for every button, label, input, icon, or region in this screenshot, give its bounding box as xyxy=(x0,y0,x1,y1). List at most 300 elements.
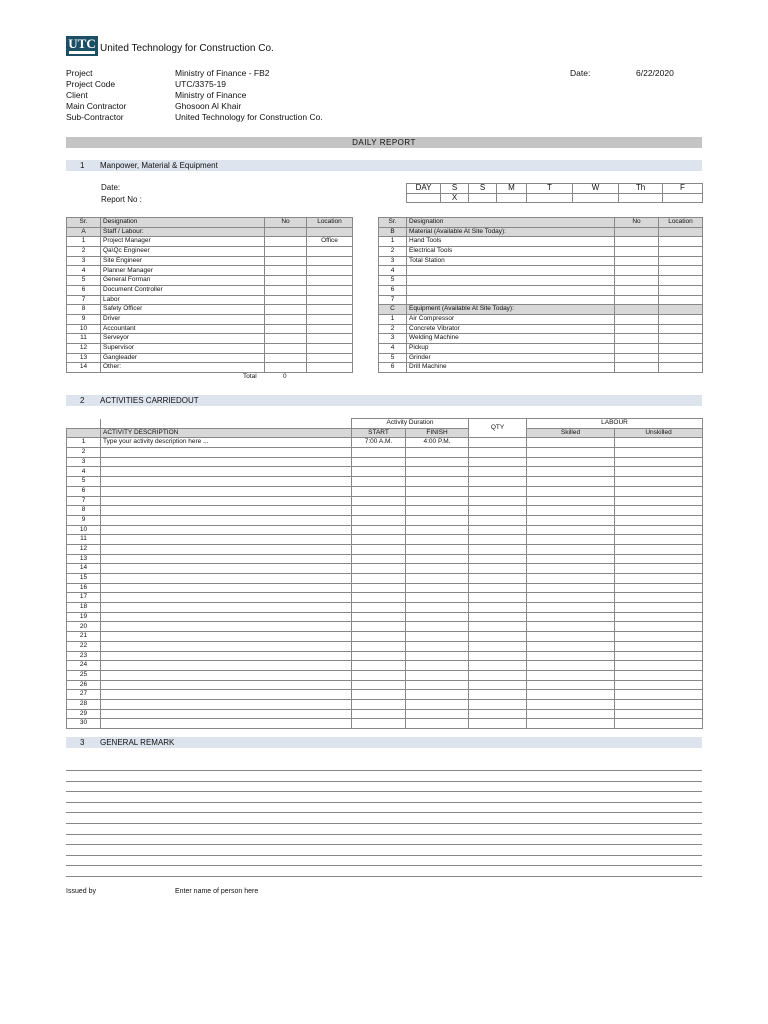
remark-line[interactable] xyxy=(66,876,702,877)
activity-unskilled-cell[interactable] xyxy=(615,651,703,661)
activity-description-cell[interactable] xyxy=(101,670,352,680)
activity-start-cell[interactable] xyxy=(352,496,406,506)
activity-unskilled-cell[interactable] xyxy=(615,525,703,535)
activity-description-cell[interactable] xyxy=(101,506,352,516)
day-mark-row xyxy=(407,193,703,203)
remark-line[interactable] xyxy=(66,781,702,782)
activity-description-cell[interactable] xyxy=(101,690,352,700)
activity-start-cell[interactable] xyxy=(352,709,406,719)
remark-line[interactable] xyxy=(66,865,702,866)
day-mark-cell[interactable] xyxy=(527,193,573,203)
activity-qty-cell[interactable] xyxy=(469,574,527,584)
activity-start-cell[interactable] xyxy=(352,699,406,709)
staff-row xyxy=(67,266,353,276)
activity-skilled-cell[interactable] xyxy=(527,457,615,467)
equipment-row-no[interactable] xyxy=(615,343,659,353)
equipment-row xyxy=(379,334,703,344)
activity-skilled-cell[interactable] xyxy=(527,525,615,535)
staff-col-no: No xyxy=(265,218,307,228)
activity-description-cell[interactable] xyxy=(101,622,352,632)
material-row-no[interactable] xyxy=(615,247,659,257)
activity-description-cell[interactable] xyxy=(101,661,352,671)
equipment-row-designation: Air Compressor xyxy=(407,314,615,324)
equipment-row-no[interactable] xyxy=(615,334,659,344)
activity-unskilled-cell[interactable] xyxy=(615,719,703,729)
material-row-location[interactable] xyxy=(659,247,703,257)
activity-finish-cell[interactable] xyxy=(406,535,469,545)
activity-unskilled-cell[interactable] xyxy=(615,622,703,632)
staff-row-no[interactable] xyxy=(265,247,307,257)
activity-qty-cell[interactable] xyxy=(469,651,527,661)
remark-line[interactable] xyxy=(66,834,702,835)
activity-unskilled-cell[interactable] xyxy=(615,535,703,545)
activity-unskilled-cell[interactable] xyxy=(615,612,703,622)
activity-description-cell[interactable] xyxy=(101,525,352,535)
activity-row xyxy=(67,661,703,671)
activity-skilled-cell[interactable] xyxy=(527,661,615,671)
activity-skilled-cell[interactable] xyxy=(527,680,615,690)
activity-unskilled-cell[interactable] xyxy=(615,448,703,458)
activity-qty-cell[interactable] xyxy=(469,564,527,574)
activity-start-cell[interactable] xyxy=(352,564,406,574)
activity-sr: 15 xyxy=(67,574,101,584)
activity-finish-cell[interactable] xyxy=(406,544,469,554)
material-row-location[interactable] xyxy=(659,295,703,305)
activity-start-cell[interactable] xyxy=(352,515,406,525)
activity-skilled-cell[interactable] xyxy=(527,506,615,516)
activity-qty-cell[interactable] xyxy=(469,593,527,603)
activity-unskilled-cell[interactable] xyxy=(615,603,703,613)
activity-qty-cell[interactable] xyxy=(469,438,527,448)
activity-finish-cell[interactable] xyxy=(406,641,469,651)
activity-unskilled-cell[interactable] xyxy=(615,544,703,554)
activity-unskilled-cell[interactable] xyxy=(615,467,703,477)
activity-description-cell[interactable] xyxy=(101,486,352,496)
activity-finish-cell[interactable] xyxy=(406,593,469,603)
activity-unskilled-cell[interactable] xyxy=(615,457,703,467)
remark-line[interactable] xyxy=(66,823,702,824)
material-row xyxy=(379,247,703,257)
staff-row-no[interactable] xyxy=(265,266,307,276)
activity-description-cell[interactable] xyxy=(101,680,352,690)
activity-unskilled-cell[interactable] xyxy=(615,477,703,487)
activity-unskilled-cell[interactable] xyxy=(615,583,703,593)
activity-start-cell[interactable] xyxy=(352,457,406,467)
activity-start-cell[interactable]: 7:00 A.M. xyxy=(352,438,406,448)
material-row-location[interactable] xyxy=(659,285,703,295)
staff-row-location[interactable] xyxy=(307,266,353,276)
activity-qty-cell[interactable] xyxy=(469,690,527,700)
material-row-no[interactable] xyxy=(615,237,659,247)
activity-row xyxy=(67,467,703,477)
activity-skilled-cell[interactable] xyxy=(527,593,615,603)
staff-row-location[interactable] xyxy=(307,305,353,315)
staff-row-no[interactable] xyxy=(265,324,307,334)
staff-table xyxy=(66,217,353,373)
activity-unskilled-cell[interactable] xyxy=(615,515,703,525)
staff-row-designation: Supervisor xyxy=(101,343,265,353)
activity-description-cell[interactable] xyxy=(101,699,352,709)
staff-row-location[interactable] xyxy=(307,343,353,353)
remark-line[interactable] xyxy=(66,844,702,845)
activity-skilled-cell[interactable] xyxy=(527,603,615,613)
activity-skilled-cell[interactable] xyxy=(527,438,615,448)
staff-row-no[interactable] xyxy=(265,237,307,247)
staff-row-no[interactable] xyxy=(265,305,307,315)
equipment-row-no[interactable] xyxy=(615,324,659,334)
activity-finish-cell[interactable] xyxy=(406,622,469,632)
section-2-header xyxy=(66,395,702,406)
staff-row-location[interactable]: Office xyxy=(307,237,353,247)
activity-finish-cell[interactable] xyxy=(406,486,469,496)
equipment-row-no[interactable] xyxy=(615,314,659,324)
staff-row-location[interactable] xyxy=(307,363,353,373)
activity-sr: 22 xyxy=(67,641,101,651)
activity-start-cell[interactable] xyxy=(352,506,406,516)
activity-start-cell[interactable] xyxy=(352,535,406,545)
activity-finish-cell[interactable] xyxy=(406,603,469,613)
activity-finish-cell[interactable] xyxy=(406,719,469,729)
activity-row xyxy=(67,690,703,700)
activity-start-cell[interactable] xyxy=(352,651,406,661)
equipment-row-no[interactable] xyxy=(615,363,659,373)
activity-row xyxy=(67,593,703,603)
activity-finish-cell[interactable] xyxy=(406,457,469,467)
staff-row-location[interactable] xyxy=(307,295,353,305)
activity-finish-cell[interactable] xyxy=(406,612,469,622)
activity-finish-cell[interactable] xyxy=(406,448,469,458)
activity-qty-cell[interactable] xyxy=(469,457,527,467)
activity-sr: 16 xyxy=(67,583,101,593)
activity-sr: 1 xyxy=(67,438,101,448)
activity-start-cell[interactable] xyxy=(352,670,406,680)
activity-start-cell[interactable] xyxy=(352,486,406,496)
equipment-row-designation: Concrete Vibrator xyxy=(407,324,615,334)
activity-finish-cell[interactable] xyxy=(406,699,469,709)
staff-row-no[interactable] xyxy=(265,295,307,305)
staff-row-designation: General Forman xyxy=(101,276,265,286)
staff-row-location[interactable] xyxy=(307,314,353,324)
day-mark-cell[interactable]: X xyxy=(441,193,469,203)
activity-skilled-cell[interactable] xyxy=(527,583,615,593)
staff-row-location[interactable] xyxy=(307,353,353,363)
activity-finish-cell[interactable] xyxy=(406,661,469,671)
activity-row xyxy=(67,496,703,506)
activity-finish-cell[interactable] xyxy=(406,496,469,506)
activity-unskilled-cell[interactable] xyxy=(615,680,703,690)
equipment-row-location[interactable] xyxy=(659,334,703,344)
issued-by-value[interactable]: Enter name of person here xyxy=(175,888,259,895)
staff-row-location[interactable] xyxy=(307,285,353,295)
activity-description-cell[interactable] xyxy=(101,554,352,564)
activity-unskilled-cell[interactable] xyxy=(615,641,703,651)
staff-row-designation: Other: xyxy=(101,363,265,373)
activity-start-cell[interactable] xyxy=(352,593,406,603)
activity-unskilled-cell[interactable] xyxy=(615,699,703,709)
remark-line[interactable] xyxy=(66,802,702,803)
activity-skilled-cell[interactable] xyxy=(527,496,615,506)
activity-description-cell[interactable] xyxy=(101,515,352,525)
equipment-row-no[interactable] xyxy=(615,353,659,363)
activity-description-cell[interactable]: Type your activity description here ... xyxy=(101,438,352,448)
activity-description-cell[interactable] xyxy=(101,612,352,622)
day-mark-cell[interactable] xyxy=(573,193,619,203)
activity-qty-cell[interactable] xyxy=(469,506,527,516)
equipment-row-location[interactable] xyxy=(659,343,703,353)
remark-line[interactable] xyxy=(66,791,702,792)
activity-finish-cell[interactable] xyxy=(406,564,469,574)
staff-row-location[interactable] xyxy=(307,276,353,286)
activity-finish-cell[interactable] xyxy=(406,690,469,700)
equipment-row-location[interactable] xyxy=(659,353,703,363)
activity-start-cell[interactable] xyxy=(352,574,406,584)
activity-qty-cell[interactable] xyxy=(469,612,527,622)
remark-line[interactable] xyxy=(66,855,702,856)
activity-finish-cell[interactable] xyxy=(406,632,469,642)
activity-skilled-cell[interactable] xyxy=(527,544,615,554)
activity-skilled-cell[interactable] xyxy=(527,564,615,574)
equipment-row-location[interactable] xyxy=(659,363,703,373)
activity-unskilled-cell[interactable] xyxy=(615,564,703,574)
activity-skilled-cell[interactable] xyxy=(527,612,615,622)
activity-unskilled-cell[interactable] xyxy=(615,506,703,516)
day-sun: S xyxy=(469,184,497,194)
activity-start-cell[interactable] xyxy=(352,554,406,564)
activity-unskilled-cell[interactable] xyxy=(615,709,703,719)
activity-description-cell[interactable] xyxy=(101,651,352,661)
activity-finish-cell[interactable] xyxy=(406,525,469,535)
activity-skilled-cell[interactable] xyxy=(527,448,615,458)
activity-skilled-cell[interactable] xyxy=(527,574,615,584)
material-row-no[interactable] xyxy=(615,295,659,305)
day-mark-cell[interactable] xyxy=(663,193,703,203)
staff-row-no[interactable] xyxy=(265,343,307,353)
activity-skilled-cell[interactable] xyxy=(527,709,615,719)
activity-qty-cell[interactable] xyxy=(469,535,527,545)
activity-description-cell[interactable] xyxy=(101,632,352,642)
activity-qty-cell[interactable] xyxy=(469,496,527,506)
activity-qty-cell[interactable] xyxy=(469,544,527,554)
activity-skilled-cell[interactable] xyxy=(527,632,615,642)
day-mark-cell[interactable] xyxy=(619,193,663,203)
material-row-no[interactable] xyxy=(615,266,659,276)
section-3-number: 3 xyxy=(80,738,85,747)
day-mark-cell[interactable] xyxy=(407,193,441,203)
activity-qty-cell[interactable] xyxy=(469,603,527,613)
activity-finish-cell[interactable] xyxy=(406,477,469,487)
staff-row-no[interactable] xyxy=(265,363,307,373)
activity-start-cell[interactable] xyxy=(352,525,406,535)
activity-qty-cell[interactable] xyxy=(469,632,527,642)
staff-row-no[interactable] xyxy=(265,285,307,295)
material-row-location[interactable] xyxy=(659,237,703,247)
header-label-project-code: Project Code xyxy=(66,79,116,89)
activity-description-cell[interactable] xyxy=(101,467,352,477)
section-1-title: Manpower, Material & Equipment xyxy=(100,161,218,170)
material-row-no[interactable] xyxy=(615,256,659,266)
activity-start-cell[interactable] xyxy=(352,632,406,642)
staff-row-sr: 13 xyxy=(67,353,101,363)
activity-skilled-cell[interactable] xyxy=(527,690,615,700)
staff-row-no[interactable] xyxy=(265,334,307,344)
activity-qty-cell[interactable] xyxy=(469,641,527,651)
activity-finish-cell[interactable] xyxy=(406,467,469,477)
activity-qty-cell[interactable] xyxy=(469,477,527,487)
activity-qty-cell[interactable] xyxy=(469,670,527,680)
activity-sr: 13 xyxy=(67,554,101,564)
activity-qty-cell[interactable] xyxy=(469,525,527,535)
staff-row-sr: 1 xyxy=(67,237,101,247)
activity-start-cell[interactable] xyxy=(352,467,406,477)
staff-row-no[interactable] xyxy=(265,256,307,266)
activity-skilled-cell[interactable] xyxy=(527,486,615,496)
activity-finish-cell[interactable] xyxy=(406,670,469,680)
activity-description-cell[interactable] xyxy=(101,477,352,487)
material-row-location[interactable] xyxy=(659,276,703,286)
staff-row-designation: Driver xyxy=(101,314,265,324)
activity-sr: 26 xyxy=(67,680,101,690)
activity-start-cell[interactable] xyxy=(352,690,406,700)
activity-skilled-cell[interactable] xyxy=(527,651,615,661)
equipment-row xyxy=(379,363,703,373)
activity-unskilled-cell[interactable] xyxy=(615,632,703,642)
equipment-row-location[interactable] xyxy=(659,324,703,334)
staff-row-location[interactable] xyxy=(307,324,353,334)
remark-line[interactable] xyxy=(66,812,702,813)
activity-sr: 4 xyxy=(67,467,101,477)
activity-description-cell[interactable] xyxy=(101,719,352,729)
material-group-cell xyxy=(659,227,703,237)
activity-finish-cell[interactable] xyxy=(406,515,469,525)
activity-qty-cell[interactable] xyxy=(469,467,527,477)
material-row-location[interactable] xyxy=(659,256,703,266)
staff-row-location[interactable] xyxy=(307,334,353,344)
activity-qty-cell[interactable] xyxy=(469,448,527,458)
day-mark-cell[interactable] xyxy=(469,193,497,203)
activity-description-cell[interactable] xyxy=(101,496,352,506)
activity-unskilled-cell[interactable] xyxy=(615,438,703,448)
activity-start-cell[interactable] xyxy=(352,661,406,671)
activity-skilled-cell[interactable] xyxy=(527,699,615,709)
activity-start-cell[interactable] xyxy=(352,622,406,632)
activity-unskilled-cell[interactable] xyxy=(615,690,703,700)
activity-unskilled-cell[interactable] xyxy=(615,496,703,506)
activity-finish-cell[interactable] xyxy=(406,506,469,516)
activity-qty-cell[interactable] xyxy=(469,554,527,564)
activity-skilled-cell[interactable] xyxy=(527,554,615,564)
activity-qty-cell[interactable] xyxy=(469,719,527,729)
staff-row-no[interactable] xyxy=(265,314,307,324)
activity-description-cell[interactable] xyxy=(101,593,352,603)
activity-start-cell[interactable] xyxy=(352,544,406,554)
activity-start-cell[interactable] xyxy=(352,603,406,613)
staff-row-no[interactable] xyxy=(265,276,307,286)
activity-description-cell[interactable] xyxy=(101,709,352,719)
activity-skilled-cell[interactable] xyxy=(527,477,615,487)
equipment-row-location[interactable] xyxy=(659,314,703,324)
activity-qty-cell[interactable] xyxy=(469,486,527,496)
material-row xyxy=(379,256,703,266)
section-1-report-no-label: Report No : xyxy=(101,195,142,204)
activity-unskilled-cell[interactable] xyxy=(615,574,703,584)
activity-skilled-cell[interactable] xyxy=(527,467,615,477)
remark-line[interactable] xyxy=(66,770,702,771)
activity-start-cell[interactable] xyxy=(352,612,406,622)
activity-row xyxy=(67,544,703,554)
activity-qty-cell[interactable] xyxy=(469,661,527,671)
header-value-main-contractor: Ghosoon Al Khair xyxy=(175,101,242,111)
activity-description-cell[interactable] xyxy=(101,574,352,584)
activity-description-cell[interactable] xyxy=(101,564,352,574)
activity-qty-cell[interactable] xyxy=(469,515,527,525)
activity-skilled-cell[interactable] xyxy=(527,515,615,525)
activity-qty-cell[interactable] xyxy=(469,583,527,593)
activity-skilled-cell[interactable] xyxy=(527,641,615,651)
activity-finish-cell[interactable] xyxy=(406,583,469,593)
activity-start-cell[interactable] xyxy=(352,583,406,593)
activity-description-cell[interactable] xyxy=(101,457,352,467)
activity-qty-cell[interactable] xyxy=(469,680,527,690)
activity-qty-cell[interactable] xyxy=(469,699,527,709)
activity-qty-cell[interactable] xyxy=(469,622,527,632)
material-row-no[interactable] xyxy=(615,285,659,295)
activity-unskilled-cell[interactable] xyxy=(615,661,703,671)
activity-skilled-cell[interactable] xyxy=(527,622,615,632)
activity-sr: 8 xyxy=(67,506,101,516)
activity-description-cell[interactable] xyxy=(101,641,352,651)
staff-row-location[interactable] xyxy=(307,256,353,266)
activity-finish-cell[interactable] xyxy=(406,554,469,564)
activity-sr: 10 xyxy=(67,525,101,535)
material-group-cell xyxy=(615,227,659,237)
material-row-no[interactable] xyxy=(615,276,659,286)
activity-start-cell[interactable] xyxy=(352,680,406,690)
staff-row-designation: Planner Manager xyxy=(101,266,265,276)
activity-skilled-cell[interactable] xyxy=(527,719,615,729)
material-row-designation xyxy=(407,295,615,305)
staff-row-no[interactable] xyxy=(265,353,307,363)
staff-row-location[interactable] xyxy=(307,247,353,257)
activity-finish-cell[interactable] xyxy=(406,680,469,690)
staff-col-designation: Designation xyxy=(101,218,265,228)
activity-start-cell[interactable] xyxy=(352,477,406,487)
activity-start-cell[interactable] xyxy=(352,448,406,458)
activity-description-cell[interactable] xyxy=(101,535,352,545)
equipment-group-label: Equipment (Available At Site Today): xyxy=(407,305,615,315)
activity-unskilled-cell[interactable] xyxy=(615,593,703,603)
activity-skilled-cell[interactable] xyxy=(527,535,615,545)
activity-description-cell[interactable] xyxy=(101,544,352,554)
activity-unskilled-cell[interactable] xyxy=(615,554,703,564)
activity-skilled-cell[interactable] xyxy=(527,670,615,680)
activity-description-cell[interactable] xyxy=(101,603,352,613)
activity-start-cell[interactable] xyxy=(352,719,406,729)
activity-description-cell[interactable] xyxy=(101,448,352,458)
day-mark-cell[interactable] xyxy=(497,193,527,203)
activity-unskilled-cell[interactable] xyxy=(615,670,703,680)
activity-qty-cell[interactable] xyxy=(469,709,527,719)
activity-finish-cell[interactable] xyxy=(406,574,469,584)
activity-finish-cell[interactable] xyxy=(406,709,469,719)
material-row-location[interactable] xyxy=(659,266,703,276)
activity-start-cell[interactable] xyxy=(352,641,406,651)
activity-finish-cell[interactable] xyxy=(406,651,469,661)
activity-sr: 9 xyxy=(67,515,101,525)
activity-unskilled-cell[interactable] xyxy=(615,486,703,496)
activity-description-cell[interactable] xyxy=(101,583,352,593)
equipment-row-sr: 4 xyxy=(379,343,407,353)
activity-finish-cell[interactable]: 4:00 P.M. xyxy=(406,438,469,448)
